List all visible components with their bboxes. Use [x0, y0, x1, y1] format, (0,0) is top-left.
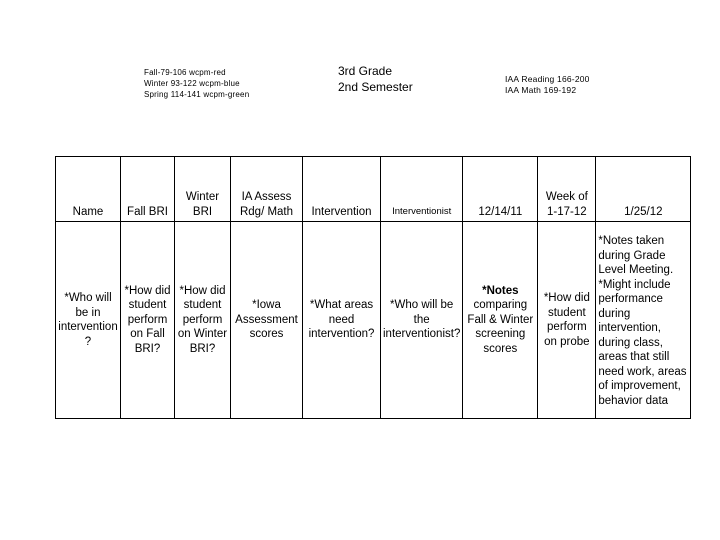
fluency-ranges: [144, 68, 249, 100]
fluency-range-spring: Spring 114-141 wcpm-green: [144, 89, 250, 99]
col-header-name: Name: [56, 157, 121, 222]
intervention-table: [55, 156, 691, 419]
col-header-ia-assess: IA Assess Rdg/ Math: [231, 157, 303, 222]
col-header-fall-bri: Fall BRI: [121, 157, 175, 222]
note-date-1-25: *Notes taken during Grade Level Meeting. *Might include performance during intervention, during class, areas that still need work, areas of improvement, behavior data: [596, 222, 691, 419]
note-week-1-17: *How did student perform on probe: [538, 222, 596, 419]
note-name: *Who will be in intervention ?: [56, 222, 121, 419]
note-ia-assess: *Iowa Assessment scores: [231, 222, 303, 419]
semester-label: 2nd Semester: [338, 80, 413, 95]
header-row: [56, 157, 691, 222]
col-header-winter-bri: Winter BRI: [175, 157, 231, 222]
note-title: *Notes: [482, 284, 519, 297]
note-interventionist: *Who will be the interventionist?: [381, 222, 463, 419]
note-winter-bri: *How did student perform on Winter BRI?: [175, 222, 231, 419]
fluency-range-fall: Fall-79-106 wcpm-red: [144, 68, 226, 77]
col-header-interventionist: Interventionist: [381, 157, 463, 222]
grade-label: 3rd Grade: [338, 64, 393, 78]
fluency-range-winter: Winter 93-122 wcpm-blue: [144, 78, 240, 88]
col-header-date-12-14: 12/14/11: [463, 157, 538, 222]
guidance-row: [56, 222, 691, 419]
iaa-ranges: [505, 74, 590, 97]
col-header-date-1-25: 1/25/12: [596, 157, 691, 222]
grade-semester: [338, 63, 413, 95]
note-text: comparing Fall & Winter screening scores: [467, 299, 534, 355]
col-header-week-1-17: Week of 1-17-12: [538, 157, 596, 222]
col-header-intervention: Intervention: [303, 157, 381, 222]
note-intervention: *What areas need intervention?: [303, 222, 381, 419]
note-date-12-14: [463, 222, 538, 419]
note-fall-bri: *How did student perform on Fall BRI?: [121, 222, 175, 419]
iaa-math-range: IAA Math 169-192: [505, 85, 577, 96]
iaa-reading-range: IAA Reading 166-200: [505, 74, 590, 84]
